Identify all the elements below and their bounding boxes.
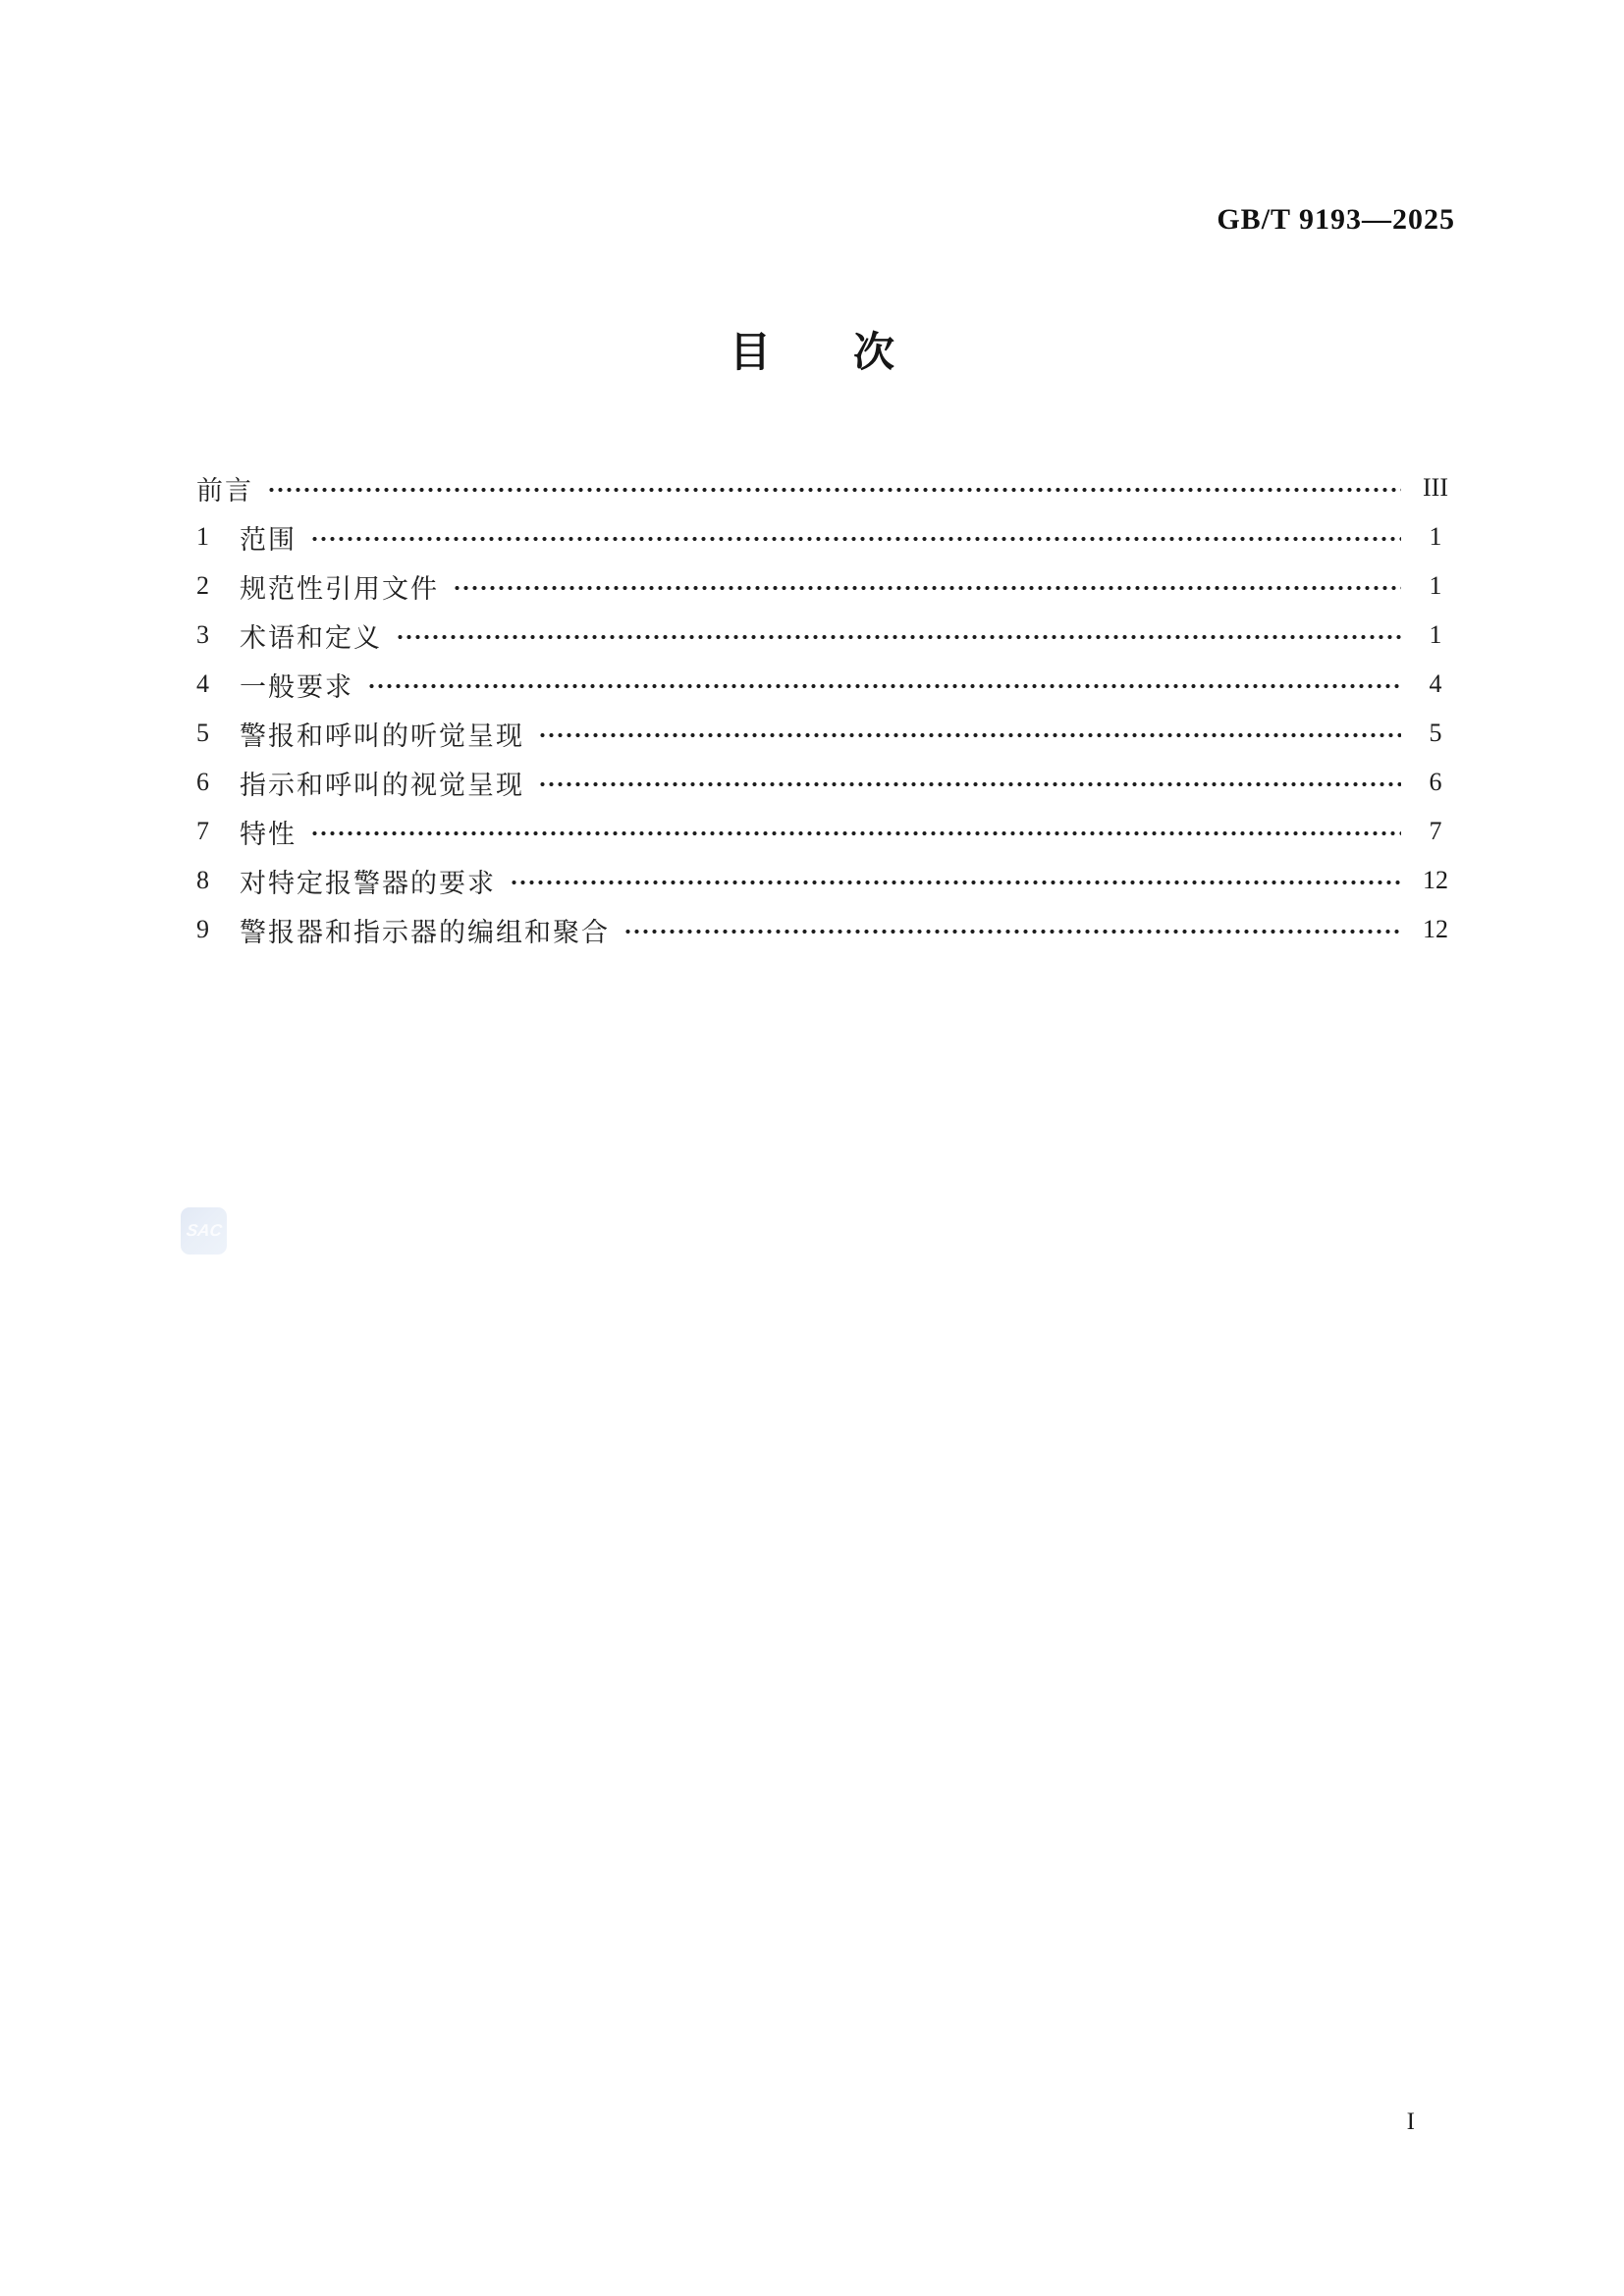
toc-entry-number: 9: [196, 915, 209, 943]
toc-entry-title: 警报器和指示器的编组和聚合: [240, 917, 610, 947]
toc-entry-page: 1: [1429, 522, 1442, 551]
dot-leader: [510, 856, 1401, 905]
toc-entry: [196, 758, 1464, 807]
toc-entry-title: 范围: [240, 524, 297, 555]
toc-entry-page: 1: [1429, 571, 1442, 600]
toc-entry-number: 3: [196, 620, 209, 649]
standard-number: GB/T 9193—2025: [1217, 203, 1455, 236]
sac-watermark-text: SAC: [185, 1221, 223, 1240]
dot-leader: [367, 660, 1401, 709]
toc-entry-title: 警报和呼叫的听觉呈现: [240, 721, 524, 751]
dot-leader: [267, 463, 1401, 512]
toc-entry: [196, 709, 1464, 758]
toc-entry-page: 12: [1423, 915, 1448, 943]
toc-entry-title: 特性: [240, 819, 297, 849]
dot-leader: [310, 807, 1401, 856]
page-title: 目 次: [729, 331, 894, 376]
dot-leader: [538, 758, 1401, 807]
toc-entry: [196, 807, 1464, 856]
toc-entry-number: 4: [196, 669, 209, 698]
toc-entry-title: 一般要求: [240, 671, 353, 702]
dot-leader: [623, 905, 1401, 954]
toc-entry: [196, 856, 1464, 905]
sac-watermark-logo: [181, 1207, 227, 1255]
toc-entry-title: 规范性引用文件: [240, 573, 439, 604]
toc-entry: [196, 463, 1464, 512]
toc-entry-page: III: [1423, 473, 1448, 502]
toc-entry: [196, 561, 1464, 611]
toc-entry: [196, 611, 1464, 660]
toc-entry-number: 5: [196, 719, 209, 747]
toc-entry-page: 7: [1429, 817, 1442, 845]
toc-entry: [196, 905, 1464, 954]
toc-entry-number: 8: [196, 866, 209, 894]
toc-entry: [196, 512, 1464, 561]
toc-entry-title: 指示和呼叫的视觉呈现: [240, 770, 524, 800]
toc-entry-page: 1: [1429, 620, 1442, 649]
toc-entry-number: 7: [196, 817, 209, 845]
toc-entry-number: 2: [196, 571, 209, 600]
toc-entry-page: 4: [1429, 669, 1442, 698]
footer-page-number: I: [1406, 2109, 1415, 2135]
toc-entry-page: 5: [1429, 719, 1442, 747]
dot-leader: [453, 561, 1401, 611]
dot-leader: [538, 709, 1401, 758]
toc-entry-page: 6: [1429, 768, 1442, 796]
toc-entry: [196, 660, 1464, 709]
toc-entry-number: 1: [196, 522, 209, 551]
dot-leader: [310, 512, 1401, 561]
toc-entry-title: 前言: [196, 475, 253, 506]
dot-leader: [396, 611, 1401, 660]
toc-list: [196, 463, 1464, 954]
toc-entry-page: 12: [1423, 866, 1448, 894]
toc-entry-number: 6: [196, 768, 209, 796]
toc-entry-title: 对特定报警器的要求: [240, 868, 496, 898]
toc-entry-title: 术语和定义: [240, 622, 382, 653]
